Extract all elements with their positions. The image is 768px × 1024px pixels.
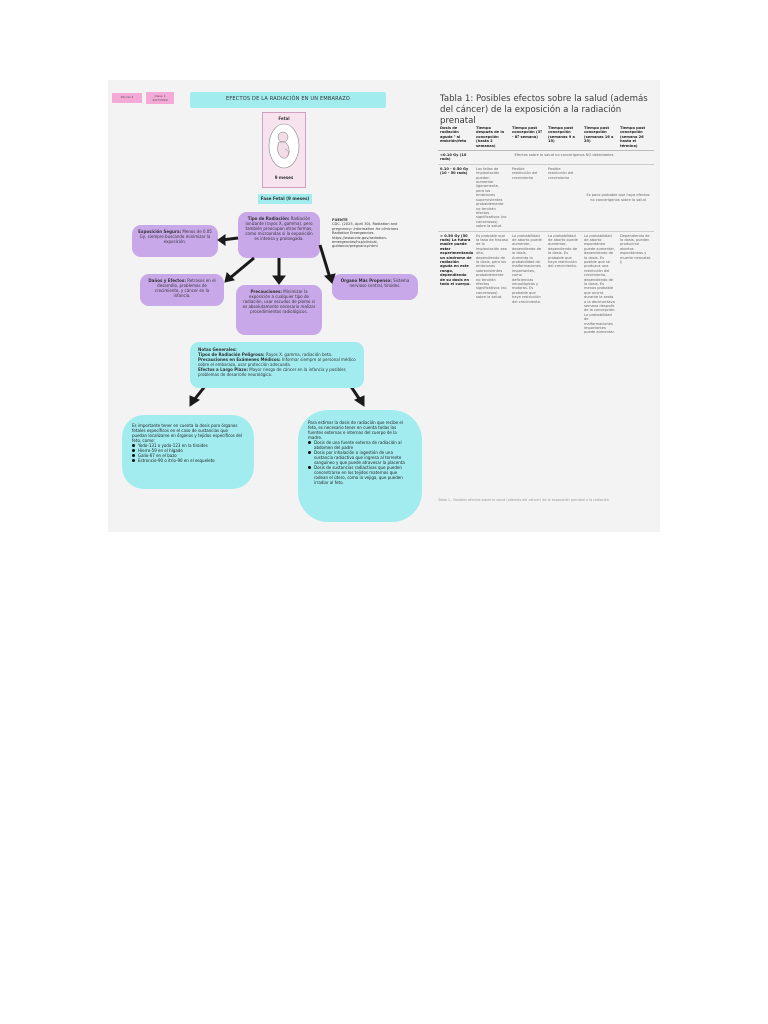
column-header: Dosis de radiación aguda ¹ al embrión/feto (438, 124, 474, 151)
poster-title: EFECTOS DE LA RADIACIÓN EN UN EMBARAZO (190, 92, 386, 108)
damage-effects-text: Retrasos en el desarrollo, problemas de crecimiento, y cáncer en la infancia. (154, 278, 216, 298)
merged-cell: Es poco probable que haya efectos no cancerígenos sobre la salud (582, 164, 654, 231)
tag-parcial: Parcial 2 (112, 93, 142, 103)
dose-estimation-intro: Para estimar la dosis de radiación que recibe el feto, es necesario tener en cuenta todas las fuentes externas e internas del cuerpo de la madre. (308, 420, 403, 440)
arrow-right-down (320, 245, 330, 278)
general-notes-heading: Notas Generales: (198, 347, 237, 352)
safe-exposure-text: Menos de 0.05 Gy, siempre buscando minimizar la exposición. (139, 229, 212, 244)
arrow-head (218, 235, 225, 245)
arrow-head (325, 274, 335, 283)
list-item: Galio-67 en el bazo (132, 453, 244, 458)
arrow-head (355, 396, 364, 406)
table-cell: Es probable que la tasa de fracaso de la implantación sea alta, dependiendo de la dosis, pero los embriones sobrevivientes probablemente no tendrán efectos significativos (no cancerosos) sobre la salud. (476, 233, 508, 300)
notes-label-2: Precauciones en Exámenes Médicos: (198, 357, 281, 362)
merged-cell: Efectos sobre la salud no cancerígenos NO detectables (474, 151, 654, 165)
source-heading: FUENTE (332, 218, 348, 222)
table-cell: Posible restricción del crecimiento (546, 164, 582, 231)
dose-estimation-note (298, 410, 422, 522)
list-item: Yodo-131 o yodo-123 en la tiroides (132, 443, 244, 448)
table-cell: La probabilidad de aborto puede aumentar, dependiendo de la dosis. Es probable que haya restricción del crecimiento. (548, 233, 578, 269)
list-item: Dosis de una fuente externa de radiación al abdomen del padre (308, 440, 412, 450)
arrow-left-down (230, 258, 254, 278)
dose-cell: > 0.50 Gy (50 rads) La futura madre puede estar experimentando un síndrome de radiación aguda en este rango, dependiendo de su dosis en todo el cuerpo. (440, 233, 474, 286)
source-line: CDC. (2025, April 30). Radiation and (332, 222, 398, 227)
notes-label-1: Tipos de Radiación Peligrosa: (198, 352, 265, 357)
dose-cell: <0.10 Gy (10 rads) (438, 151, 474, 165)
column-header: Tiempo post concepción (semanas 9 a 15) (546, 124, 582, 151)
table-cell: Los fallos de implantación pueden aumentar ligeramente, pero los embriones supervivientes probablemente no tendrán efectos significativos (no cancerosos) sobre la salud. (474, 164, 510, 231)
fetal-organ-dose-note (122, 415, 254, 489)
fetal-age-label: 9 meses (274, 175, 294, 180)
list-item: Hierro-59 en el hígado (132, 448, 244, 453)
organ-heading: Órgano Más Propenso: (340, 278, 392, 283)
source-line: pregnancy: Information for clinicians (332, 226, 399, 231)
precautions-heading: Precauciones: (250, 289, 283, 294)
list-item: Dosis de sustancias radiactivas que pueden concentrarse en los tejidos maternos que rodean el útero, como la vejiga, que pueden irradiar al feto. (308, 465, 412, 485)
source-link[interactable]: https://www.cdc.gov/radiation- (332, 235, 388, 240)
table-row (438, 231, 654, 337)
organ-text: Sistema nervioso central, tiroides. (349, 278, 410, 288)
list-item: Dosis por inhalación o ingestión de una sustancia radiactiva que ingresa al torrente sanguíneo y que puede atravesar la placenta (308, 450, 412, 465)
column-header: Tiempo post concepción (semana 26 hasta el término) (618, 124, 654, 151)
concept-map-poster (108, 80, 426, 532)
notes-text-1: Rayos X, gamma, radiación beta. (265, 352, 333, 357)
column-header: Tiempo post concepción (semanas 16 a 25) (582, 124, 618, 151)
fetal-organ-dose-intro: Es importante tener en cuenta la dosis para órganos fetales específicos en el caso de sustancias que puedan localizarse en órganos y tejidos específicos del feto, como: (132, 423, 243, 443)
general-notes-node (190, 342, 364, 388)
tag-clase: Clase 1 4/07/2024 (146, 92, 174, 104)
radiation-type-heading: Tipo de Radiación: (247, 216, 290, 221)
radiation-type-text: Radiación ionizante (rayos X, gamma), pero también preocupan otras formas, como microondas si la exposición es intensa y prolongada. (245, 216, 313, 241)
table-row (438, 151, 654, 165)
table-cell: La probabilidad de aborto espontáneo puede aumentar, dependiendo de la dosis. Es posible que se produzca una restricción del crecimiento, dependiendo de la dosis. Es menos probable que ocurra durante la sexta a la decimoctava semana después de la concepción. La probabilidad de malformaciones importantes puede aumentar. (584, 233, 616, 335)
table-title: Tabla 1: Posibles efectos sobre la salud (además del cáncer) de la exposición a la radiación prenatal (440, 94, 648, 126)
damage-effects-heading: Daños y Efectos: (148, 278, 186, 283)
phase-label: Fase Fetal (9 meses) (258, 194, 312, 204)
notes-text-3: Mayor riesgo de cáncer en la infancia y posibles problemas de desarrollo neurológico. (198, 367, 346, 377)
safe-exposure-heading: Exposición Segura: (138, 229, 182, 234)
source-link[interactable]: emergencies/hcp/clinical- (332, 240, 378, 245)
table-header-row (438, 124, 654, 151)
notes-text-2: Informar siempre al personal médico sobre el embarazo, usar protección adecuada. (198, 357, 356, 367)
list-item: Estroncio-90 o itrio-90 en el esqueleto (132, 458, 244, 463)
table-panel (426, 80, 660, 532)
source-line: Radiation Emergencies. (332, 231, 375, 236)
notes-label-3: Efectos a Largo Plazo: (198, 367, 248, 372)
fetal-label: Fetal (278, 116, 290, 121)
precautions-text: Minimizar la exposición a cualquier tipo de radiación, usar escudos de plomo si es absolutamente necesario realizar procedimientos radiológicos. (242, 289, 316, 314)
source-link[interactable]: guidance/pregnancy.html (332, 244, 378, 249)
table-cell: Posible restricción del crecimiento (510, 164, 546, 231)
column-header: Tiempo post concepción (3ª - 8ª semana) (510, 124, 546, 151)
arrow-head (273, 276, 285, 284)
effects-table (438, 124, 654, 337)
dose-cell: 0.10 - 0.50 Gy (10 - 50 rads) (438, 164, 474, 231)
table-cell: La probabilidad de aborto puede aumentar, dependiendo de la dosis. Aumenta la probabilidad de malformaciones importantes, como deficiencias neurológicas y motoras. Es probable que haya restricción del crecimiento. (512, 233, 542, 304)
document-slide (108, 80, 660, 532)
table-cell: Dependiendo de la dosis, pueden producirse abortos espontáneos y muerte neonatal. § (620, 233, 652, 264)
column-header: Tiempo después de la concepción (hasta 2 semanas) (474, 124, 510, 151)
table-caption: Tabla 1.- Posibles efectos sobre la salud (además del cáncer) de la exposición prenatal a la radiación (438, 498, 609, 502)
table-row (438, 164, 654, 231)
